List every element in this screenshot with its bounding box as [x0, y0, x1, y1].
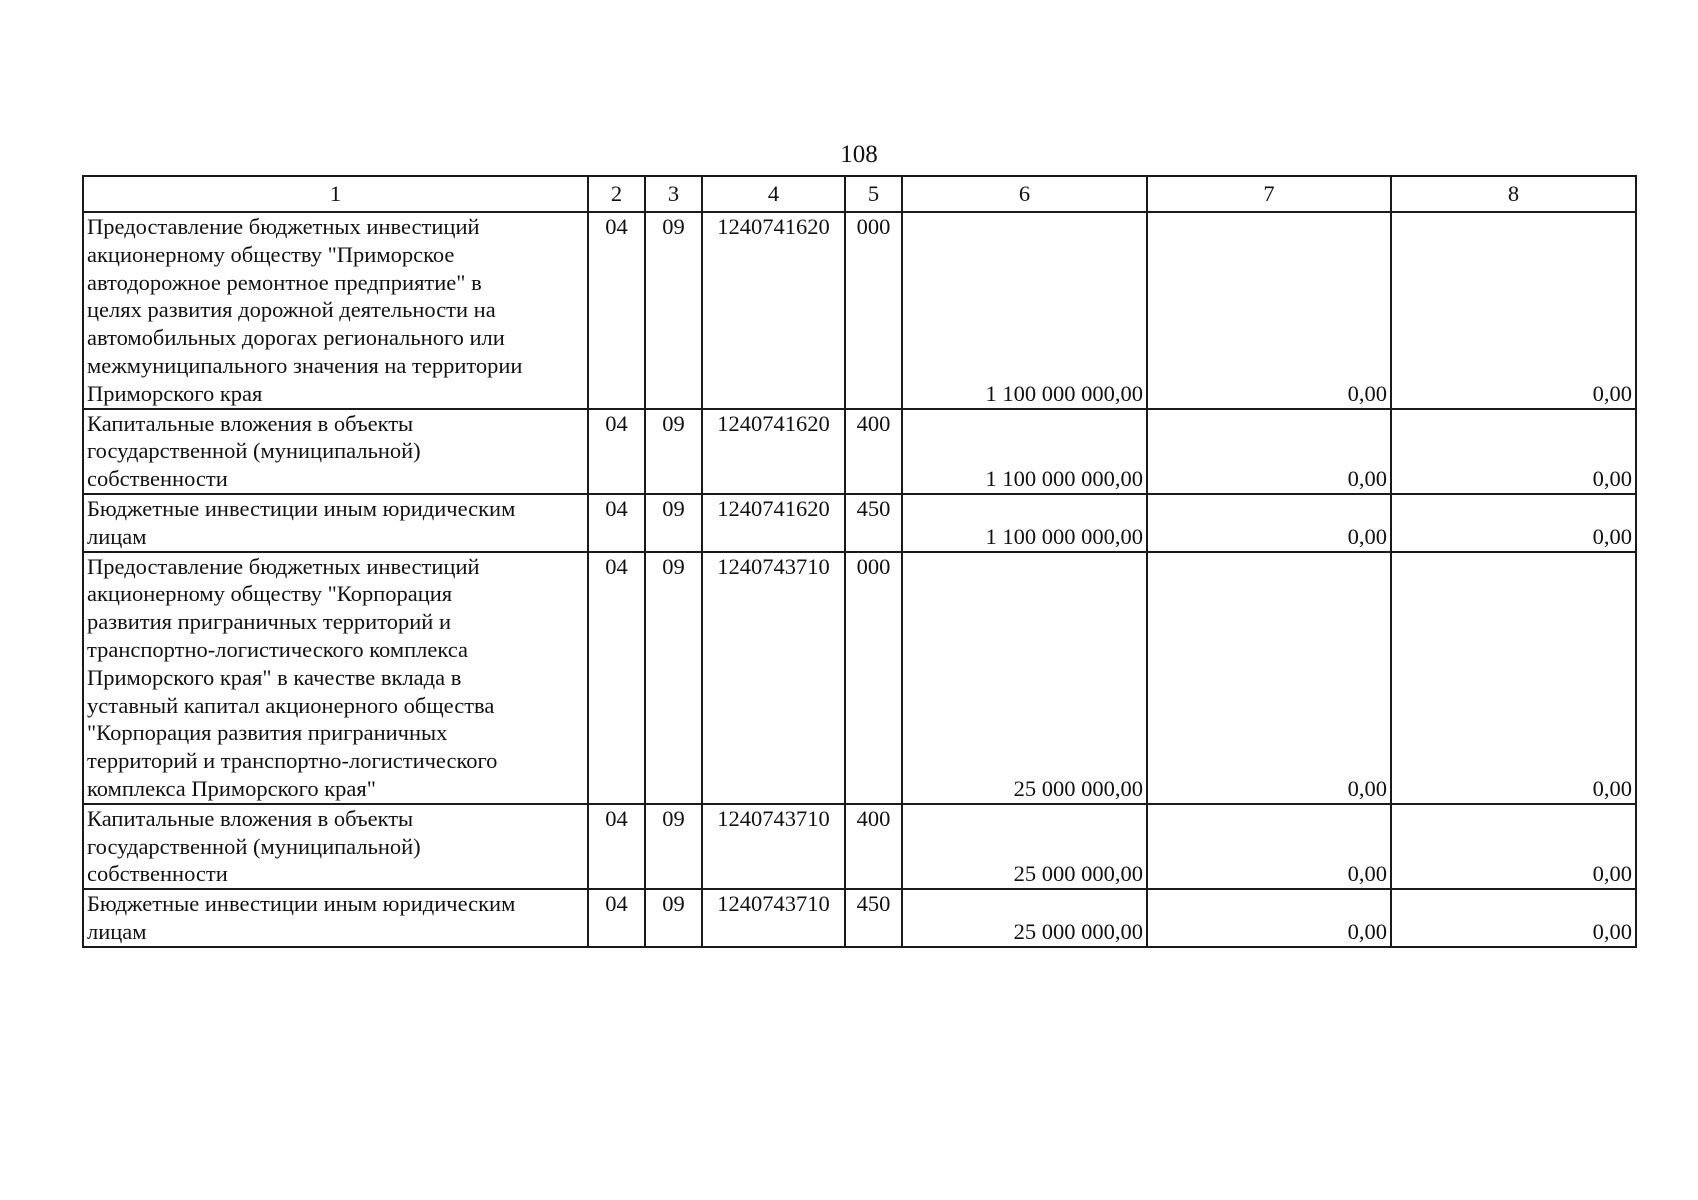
row-amount-7: 0,00	[1147, 409, 1391, 494]
row-section: 04	[588, 494, 645, 552]
row-section: 04	[588, 804, 645, 889]
row-section: 04	[588, 552, 645, 804]
table-row	[83, 409, 1636, 494]
row-amount-7: 0,00	[1147, 889, 1391, 947]
row-expense-type: 450	[845, 889, 902, 947]
column-header-3: 3	[645, 176, 702, 212]
row-amount-7: 0,00	[1147, 552, 1391, 804]
row-amount-6: 25 000 000,00	[902, 552, 1147, 804]
row-amount-6: 1 100 000 000,00	[902, 494, 1147, 552]
row-amount-8: 0,00	[1391, 889, 1636, 947]
row-subsection: 09	[645, 889, 702, 947]
table-row	[83, 552, 1636, 804]
row-amount-6: 1 100 000 000,00	[902, 409, 1147, 494]
row-amount-7: 0,00	[1147, 804, 1391, 889]
row-amount-6: 25 000 000,00	[902, 804, 1147, 889]
row-amount-7: 0,00	[1147, 494, 1391, 552]
column-header-5: 5	[845, 176, 902, 212]
row-target-article: 1240741620	[702, 494, 845, 552]
row-description: Бюджетные инвестиции иным юридическим лицам	[83, 889, 588, 947]
column-header-1: 1	[83, 176, 588, 212]
row-amount-6: 25 000 000,00	[902, 889, 1147, 947]
row-description: Бюджетные инвестиции иным юридическим лицам	[83, 494, 588, 552]
row-expense-type: 000	[845, 212, 902, 409]
row-section: 04	[588, 409, 645, 494]
row-subsection: 09	[645, 494, 702, 552]
row-subsection: 09	[645, 552, 702, 804]
row-subsection: 09	[645, 409, 702, 494]
row-section: 04	[588, 889, 645, 947]
page-number: 108	[840, 141, 878, 168]
table-row	[83, 889, 1636, 947]
row-expense-type: 000	[845, 552, 902, 804]
row-amount-6: 1 100 000 000,00	[902, 212, 1147, 409]
column-header-6: 6	[902, 176, 1147, 212]
row-section: 04	[588, 212, 645, 409]
table-row	[83, 494, 1636, 552]
row-description: Капитальные вложения в объекты государственной (муниципальной) собственности	[83, 804, 588, 889]
column-header-8: 8	[1391, 176, 1636, 212]
row-target-article: 1240741620	[702, 212, 845, 409]
row-expense-type: 450	[845, 494, 902, 552]
row-amount-7: 0,00	[1147, 212, 1391, 409]
table-row	[83, 804, 1636, 889]
row-subsection: 09	[645, 804, 702, 889]
row-target-article: 1240743710	[702, 552, 845, 804]
row-target-article: 1240741620	[702, 409, 845, 494]
column-header-7: 7	[1147, 176, 1391, 212]
row-expense-type: 400	[845, 409, 902, 494]
row-target-article: 1240743710	[702, 889, 845, 947]
table-header-row	[83, 176, 1636, 212]
row-expense-type: 400	[845, 804, 902, 889]
row-description: Предоставление бюджетных инвестиций акционерному обществу "Корпорация развития приграничных территорий и транспортно-логистического комплекса Приморского края" в качестве вклада в уставный капитал акционерного общества "Корпорация развития приграничных территорий и транспортно-логистического комплекса Приморского края"	[83, 552, 588, 804]
row-description: Предоставление бюджетных инвестиций акционерному обществу "Приморское автодорожное ремонтное предприятие" в целях развития дорожной деятельности на автомобильных дорогах регионального или межмуниципального значения на территории Приморского края	[83, 212, 588, 409]
row-subsection: 09	[645, 212, 702, 409]
row-target-article: 1240743710	[702, 804, 845, 889]
table-row	[83, 212, 1636, 409]
row-amount-8: 0,00	[1391, 552, 1636, 804]
row-amount-8: 0,00	[1391, 494, 1636, 552]
budget-table	[82, 175, 1637, 948]
column-header-4: 4	[702, 176, 845, 212]
row-amount-8: 0,00	[1391, 804, 1636, 889]
row-description: Капитальные вложения в объекты государственной (муниципальной) собственности	[83, 409, 588, 494]
row-amount-8: 0,00	[1391, 212, 1636, 409]
row-amount-8: 0,00	[1391, 409, 1636, 494]
column-header-2: 2	[588, 176, 645, 212]
